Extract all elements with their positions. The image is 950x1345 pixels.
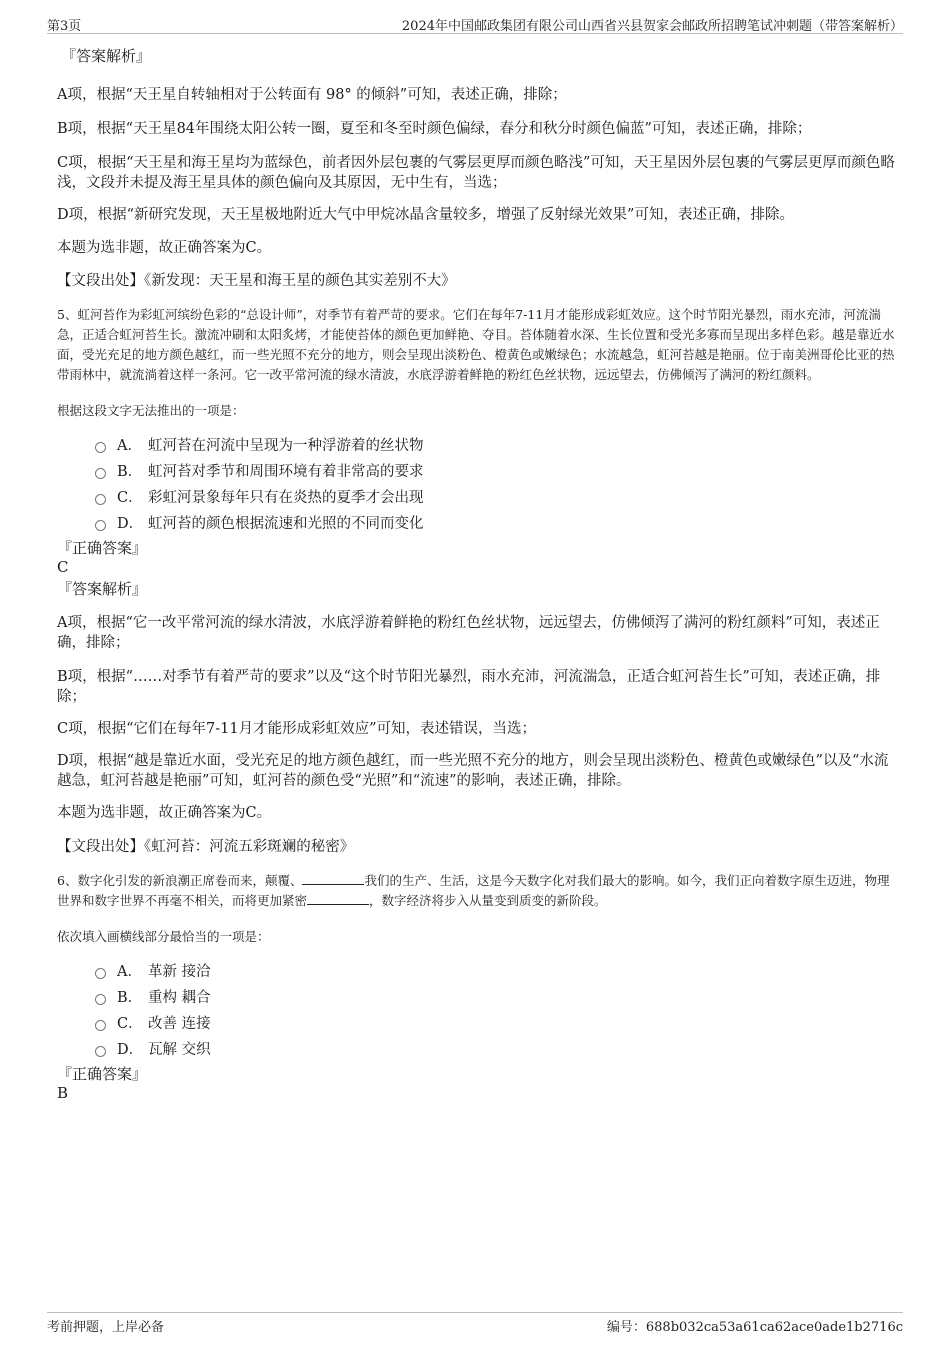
q6-option-c[interactable]: C． 改善 连接: [95, 1011, 895, 1037]
footer-motto: 考前押题，上岸必备: [47, 1320, 165, 1335]
q5-analysis-c: C项，根据“它们在每年7-11月才能形成彩虹效应”可知，表述错误，当选；: [57, 721, 536, 737]
q6-option-d[interactable]: D． 瓦解 交织: [95, 1037, 895, 1063]
q5-analysis-a: A项，根据“它一改平常河流的绿水清波，水底浮游着鲜艳的粉红色丝状物，远远望去，仿佛倾泻了满河的粉红颜料”可知，表述正确，排除；: [57, 615, 880, 651]
q6-answer-label: 『正确答案』: [57, 1065, 148, 1083]
radio-icon[interactable]: [95, 994, 106, 1005]
page-footer: [47, 1312, 903, 1335]
radio-icon[interactable]: [95, 520, 106, 531]
radio-icon[interactable]: [95, 1020, 106, 1031]
radio-icon[interactable]: [95, 494, 106, 505]
q5-analysis-d: D项，根据“越是靠近水面，受光充足的地方颜色越红，而一些光照不充分的地方，则会呈现出淡粉色、橙黄色或嫩绿色”以及“水流越急，虹河苔越是艳丽”可知，虹河苔的颜色受“光照”和“流速”的影响，表述正确，排除。: [57, 753, 889, 789]
page-number: 第3页: [47, 19, 82, 34]
radio-icon[interactable]: [95, 468, 106, 479]
fill-blank-2[interactable]: [307, 892, 369, 905]
document-body: [57, 46, 895, 1102]
q4-analysis-c: C项，根据“天王星和海王星均为蓝绿色，前者因外层包裹的气雾层更厚而颜色略浅”可知，天王星因外层包裹的气雾层更厚而颜色略浅，文段并未提及海王星具体的颜色偏向及其原因，无中生有，当选；: [57, 155, 895, 191]
q6-answer: B: [57, 1084, 69, 1102]
q4-analysis-d: D项，根据“新研究发现，天王星极地附近大气中甲烷冰晶含量较多，增强了反射绿光效果”可知，表述正确，排除。: [57, 207, 794, 223]
q5-question: 根据这段文字无法推出的一项是：: [57, 403, 245, 418]
q5-passage: 5、虹河苔作为彩虹河缤纷色彩的“总设计师”，对季节有着严苛的要求。它们在每年7-11月才能形成彩虹效应。这个时节阳光暴烈，雨水充沛，河流湍急，正适合虹河苔生长。激流冲刷和太阳炙烤，才能使苔体的颜色更加鲜艳、夺目。苔体随着水深、生长位置和受光多寡而呈现出多样色彩。越是靠近水面，受光充足的地方颜色越红，而一些光照不充分的地方，则会呈现出淡粉色、橙黄色或嫩绿色；水流越急，虹河苔越是艳丽。位于南美洲哥伦比亚的热带雨林中，就流淌着这样一条河。它一改平常河流的绿水清波，水底浮游着鲜艳的粉红色丝状物，远远望去，仿佛倾泻了满河的粉红颜料。: [57, 307, 895, 382]
q5-options: [57, 433, 895, 537]
q5-answer-label: 『正确答案』: [57, 539, 148, 557]
q4-conclusion: 本题为选非题，故正确答案为C。: [57, 240, 272, 256]
q5-analysis-b: B项，根据“……对季节有着严苛的要求”以及“这个时节阳光暴烈，雨水充沛，河流湍急，正适合虹河苔生长”可知，表述正确，排除；: [57, 669, 881, 705]
q6-option-b[interactable]: B． 重构 耦合: [95, 985, 895, 1011]
q4-analysis-a: A项，根据“天王星自转轴相对于公转面有 98° 的倾斜”可知，表述正确，排除；: [57, 87, 567, 103]
radio-icon[interactable]: [95, 442, 106, 453]
document-title: 2024年中国邮政集团有限公司山西省兴县贺家会邮政所招聘笔试冲刺题（带答案解析）: [401, 19, 903, 34]
q5-option-c[interactable]: C． 彩虹河景象每年只有在炎热的夏季才会出现: [95, 485, 895, 511]
fill-blank-1[interactable]: [302, 872, 364, 885]
q4-analysis-b: B项，根据“天王星84年围绕太阳公转一圈，夏至和冬至时颜色偏绿，春分和秋分时颜色偏蓝”可知，表述正确，排除；: [57, 121, 812, 137]
q6-passage: 6、数字化引发的新浪潮正席卷而来，颠覆、 我们的生产、生活，这是今天数字化对我们最大的影响。如今，我们正向着数字原生迈进，物理世界和数字世界不再毫不相关，而将更加紧密 ，数字经济将步入从量变到质变的新阶段。: [57, 873, 890, 908]
q5-option-d[interactable]: D． 虹河苔的颜色根据流速和光照的不同而变化: [95, 511, 895, 537]
q5-source: 【文段出处】《虹河苔：河流五彩斑斓的秘密》: [57, 839, 355, 855]
page-header: [47, 13, 903, 34]
q5-analysis-label: 『答案解析』: [57, 580, 148, 598]
document-code: 编号：688b032ca53a61ca62ace0ade1b2716c: [606, 1320, 903, 1335]
radio-icon[interactable]: [95, 1046, 106, 1057]
q5-option-a[interactable]: A． 虹河苔在河流中呈现为一种浮游着的丝状物: [95, 433, 895, 459]
q4-analysis-label: 『答案解析』: [61, 47, 152, 65]
q4-source: 【文段出处】《新发现：天王星和海王星的颜色其实差别不大》: [57, 273, 456, 289]
q5-answer: C: [57, 558, 69, 576]
radio-icon[interactable]: [95, 968, 106, 979]
q6-option-a[interactable]: A． 革新 接洽: [95, 959, 895, 985]
q5-option-b[interactable]: B． 虹河苔对季节和周围环境有着非常高的要求: [95, 459, 895, 485]
q6-options: [57, 959, 895, 1063]
q5-conclusion: 本题为选非题，故正确答案为C。: [57, 805, 272, 821]
q6-question: 依次填入画横线部分最恰当的一项是：: [57, 929, 270, 944]
